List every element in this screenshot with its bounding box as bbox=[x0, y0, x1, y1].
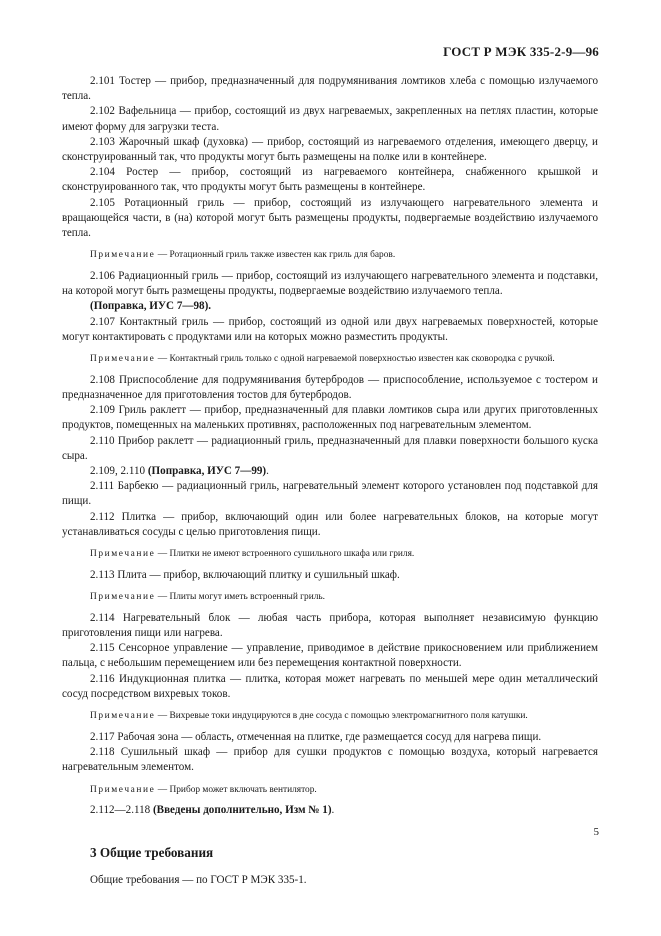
amendment-note-1: (Поправка, ИУС 7—98). bbox=[90, 300, 212, 313]
clause-2-102: 2.102 Вафельница — прибор, состоящий из двух нагреваемых, закрепленных на петлях пластин, которые имеют форму для загрузки теста. bbox=[62, 105, 598, 133]
page-number: 5 bbox=[593, 826, 599, 838]
note-label: Примечание bbox=[90, 592, 156, 603]
clause-2-101: 2.101 Тостер — прибор, предназначенный для подрумянивания ломтиков хлеба с помощью излучаемого тепла. bbox=[62, 75, 598, 103]
clause-2-115: 2.115 Сенсорное управление — управление, приводимое в действие прикосновением или приближением пальца, с небольшим перемещением или без перемещения контактной поверхности. bbox=[62, 642, 598, 670]
clause-2-116: 2.116 Индукционная плитка — плитка, которая может нагревать по меньшей мере один металлический сосуд посредством вихревых токов. bbox=[62, 672, 598, 700]
clause-2-111: 2.111 Барбекю — радиационный гриль, нагревательный элемент которого установлен под подставкой для пищи. bbox=[62, 480, 598, 508]
clause-2-110: 2.110 Прибор раклетт — радиационный гриль, предназначенный для плавки поверхности большого куска сыра. bbox=[62, 434, 598, 462]
clause-2-117: 2.117 Рабочая зона — область, отмеченная на плитке, где размещается сосуд для нагрева пищи. bbox=[90, 730, 542, 743]
clause-2-112: 2.112 Плитка — прибор, включающий один или более нагревательных блоков, на которые могут устанавливаться сосуды с целью приготовления пищи. bbox=[62, 510, 598, 538]
clause-2-114: 2.114 Нагревательный блок — любая часть прибора, которая выполняет независимую функцию приготовления пищи или нагрева. bbox=[62, 611, 598, 640]
document-body bbox=[62, 74, 598, 888]
amendment-suffix: . bbox=[331, 804, 335, 817]
note-text: — Ротационный гриль также известен как гриль для баров. bbox=[155, 250, 396, 261]
note-label: Примечание bbox=[90, 711, 156, 722]
section-text: Общие требования — по ГОСТ Р МЭК 335-1. bbox=[90, 873, 307, 886]
note-6 bbox=[62, 784, 598, 797]
clause-2-103: 2.103 Жарочный шкаф (духовка) — прибор, состоящий из нагреваемого отделения, имеющего дверцу, и сконструированный так, что продукты могут быть размещены на полке или в контейнере. bbox=[62, 135, 598, 164]
note-label: Примечание bbox=[90, 549, 156, 560]
clause-2-104: 2.104 Ростер — прибор, состоящий из нагреваемого контейнера, снабженного крышкой и сконструированного так, что продукты могут быть размещены в контейнере. bbox=[62, 166, 598, 194]
note-text: — Плитки не имеют встроенного сушильного шкафа или гриля. bbox=[155, 549, 415, 560]
note-2 bbox=[62, 353, 598, 366]
section-heading: 3 Общие требования bbox=[90, 844, 214, 860]
clause-2-108: 2.108 Приспособление для подрумянивания бутербродов — приспособление, используемое с тостером и предназначенное для приготовления тостов для бутербродов. bbox=[62, 373, 598, 402]
note-1 bbox=[62, 249, 598, 262]
note-label: Примечание bbox=[90, 354, 156, 365]
note-3 bbox=[62, 548, 598, 561]
amendment-prefix: 2.109, 2.110 bbox=[90, 465, 148, 478]
amendment-prefix: 2.112—2.118 bbox=[90, 804, 153, 817]
note-label: Примечание bbox=[90, 250, 156, 261]
clause-2-107: 2.107 Контактный гриль — прибор, состоящий из одной или двух нагреваемых поверхностей, которые могут контактировать с продуктами или на которых можно разместить продукты. bbox=[62, 315, 598, 343]
clause-2-105: 2.105 Ротационный гриль — прибор, состоящий из излучающего нагревательного элемента и вращающейся части, в (на) которой могут быть размещены продукты, подвергаемые воздействию излучаемого тепла. bbox=[62, 196, 598, 240]
amendment-note-2 bbox=[62, 464, 598, 479]
clause-2-113: 2.113 Плита — прибор, включающий плитку и сушильный шкаф. bbox=[90, 568, 400, 581]
note-text: — Контактный гриль только с одной нагреваемой поверхностью известен как сковородка с ручкой. bbox=[155, 354, 555, 365]
document-header: ГОСТ Р МЭК 335-2-9—96 bbox=[443, 44, 599, 59]
amendment-text: (Введены дополнительно, Изм № 1) bbox=[152, 804, 332, 817]
note-text: — Плиты могут иметь встроенный гриль. bbox=[155, 592, 326, 603]
amendment-note-3 bbox=[62, 803, 598, 818]
clause-2-118: 2.118 Сушильный шкаф — прибор для сушки продуктов с помощью воздуха, который нагревается нагревательным элементом. bbox=[62, 746, 598, 774]
note-label: Примечание bbox=[90, 784, 156, 795]
clause-2-109: 2.109 Гриль раклетт — прибор, предназначенный для плавки ломтиков сыра или других приготовленных продуктов, помещенных на маленьких противнях, расположенных под нагревательным элементом. bbox=[62, 404, 598, 432]
note-5 bbox=[62, 710, 598, 723]
note-4 bbox=[62, 591, 598, 604]
clause-2-106: 2.106 Радиационный гриль — прибор, состоящий из излучающего нагревательного элемента и подставки, на которой могут быть размещены продукты, подвергаемые воздействию излучаемого тепла. bbox=[62, 270, 598, 298]
note-text: — Вихревые токи индуцируются в дне сосуда с помощью электромагнитного поля катушки. bbox=[155, 711, 528, 722]
amendment-text: (Поправка, ИУС 7—99) bbox=[147, 465, 267, 478]
note-text: — Прибор может включать вентилятор. bbox=[155, 784, 317, 795]
amendment-suffix: . bbox=[266, 465, 269, 478]
